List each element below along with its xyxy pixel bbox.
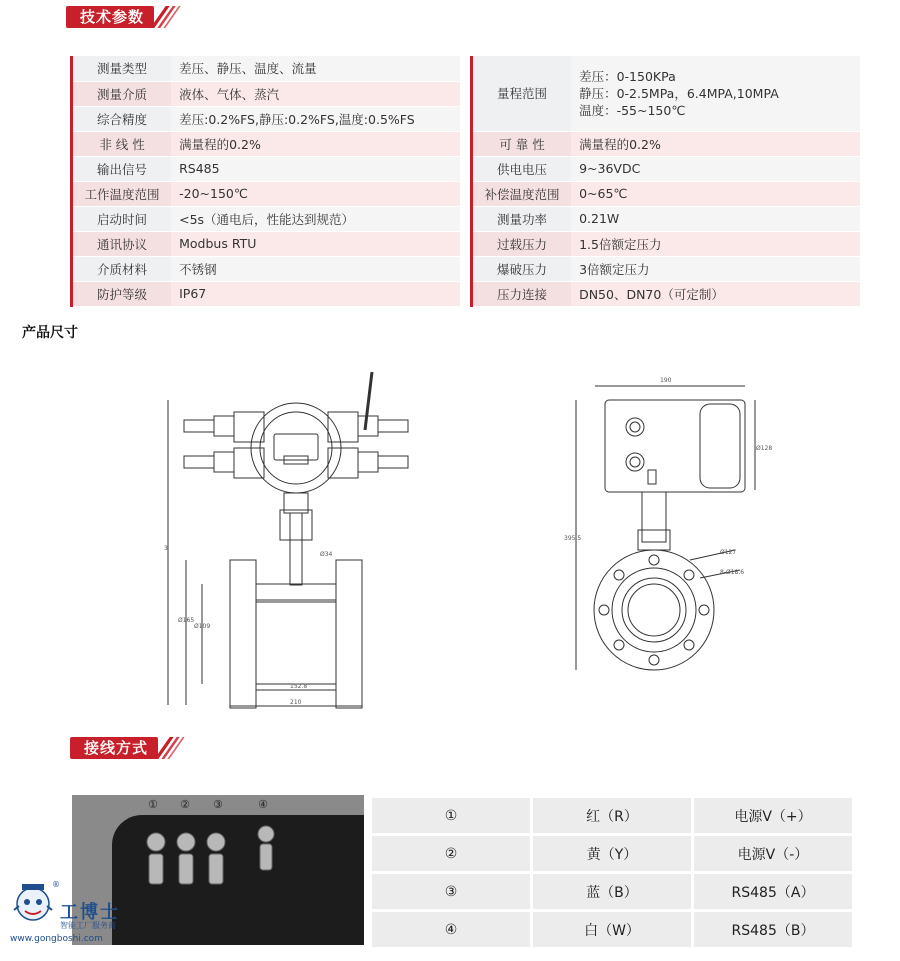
wire-color: 白（W） [533,912,691,947]
wiring-table [369,795,855,950]
range-line: 温度：-55~150℃ [579,102,686,118]
spec-key: 补偿温度范围 [472,181,572,206]
spec-value: 不锈钢 [171,256,460,281]
range-line: 静压：0-2.5MPa，6.4MPA,10MPA [579,85,779,101]
dim-label: 152.8 [290,683,308,690]
spec-row [72,131,461,156]
wire-function: RS485（A） [694,874,852,909]
spec-row [472,181,861,206]
front-view-drawing [160,360,430,715]
spec-key: 爆破压力 [472,256,572,281]
spec-value: 3倍额定压力 [571,256,860,281]
wiring-row [372,836,852,871]
wiring-row [372,874,852,909]
spec-key: 防护等级 [72,281,172,306]
spec-key: 供电电压 [472,156,572,181]
spec-value: Modbus RTU [171,231,460,256]
section-banner-wiring [70,735,177,761]
spec-key: 介质材料 [72,256,172,281]
spec-key: 工作温度范围 [72,181,172,206]
spec-value: 满量程的0.2% [571,131,860,156]
terminal-number: ① [372,798,530,833]
section-banner-tech-params [66,4,173,30]
spec-row [472,131,861,156]
spec-row [72,256,461,281]
spec-row [72,81,461,106]
terminal-number: ③ [372,874,530,909]
spec-value: -20~150℃ [171,181,460,206]
dim-label: Ø109 [194,623,211,630]
spec-key: 量程范围 [472,56,572,131]
spec-row [72,181,461,206]
spec-value: <5s（通电后，性能达到规范） [171,206,460,231]
wire-function: 电源V（+） [694,798,852,833]
spec-table-right [470,56,860,307]
wire-function: 电源V（-） [694,836,852,871]
dim-label: Ø165 [178,617,195,624]
dimensions-title: 产品尺寸 [22,325,78,341]
spec-value: 0.21W [571,206,860,231]
section-title: 技术参数 [66,6,154,28]
spec-key: 非 线 性 [72,131,172,156]
spec-table-left [70,56,460,307]
spec-key: 综合精度 [72,106,172,131]
brand-url: www.gongboshi.com [10,934,103,944]
spec-key: 压力连接 [472,281,572,306]
spec-value: 满量程的0.2% [171,131,460,156]
terminal-number: ③ [213,798,223,811]
dim-label: 210 [290,699,302,706]
wire-function: RS485（B） [694,912,852,947]
spec-key: 可 靠 性 [472,131,572,156]
spec-value: RS485 [171,156,460,181]
spec-row [72,231,461,256]
dim-label: 395.5 [564,535,582,542]
dim-label: Ø34 [320,551,333,558]
spec-value: DN50、DN70（可定制） [571,281,860,306]
spec-key: 启动时间 [72,206,172,231]
spec-row [472,231,861,256]
spec-value-range [571,56,860,131]
terminal-number: ④ [258,798,268,811]
dim-label: Ø128 [756,445,773,452]
spec-value: 液体、气体、蒸汽 [171,81,460,106]
spec-key: 输出信号 [72,156,172,181]
wire-color: 蓝（B） [533,874,691,909]
range-line: 差压：0-150KPa [579,68,676,84]
terminal-number: ① [148,798,158,811]
spec-row [72,56,461,81]
spec-key: 测量类型 [72,56,172,81]
terminal-number: ② [372,836,530,871]
spec-row [472,256,861,281]
spec-row [72,281,461,306]
spec-row [72,206,461,231]
spec-value: 1.5倍额定压力 [571,231,860,256]
dim-label: Ø127 [720,549,737,556]
brand-tagline: 智能工厂服务商 [60,921,116,930]
spec-value: 9~36VDC [571,156,860,181]
spec-row [72,106,461,131]
wire-color: 红（R） [533,798,691,833]
dim-label: 8-Ø18.6 [720,569,745,576]
spec-row [72,156,461,181]
terminal-number: ④ [372,912,530,947]
spec-row [472,206,861,231]
spec-row [472,281,861,306]
spec-key: 测量介质 [72,81,172,106]
side-view-drawing [560,370,780,680]
dim-label: 3 [164,545,168,552]
wiring-row [372,912,852,947]
spec-key: 过载压力 [472,231,572,256]
spec-key: 测量功率 [472,206,572,231]
mascot-icon [10,880,56,932]
spec-row [472,156,861,181]
section-title: 接线方式 [70,737,158,759]
spec-value: 差压、静压、温度、流量 [171,56,460,81]
terminal-number: ② [180,798,190,811]
spec-value: IP67 [171,281,460,306]
spec-value: 0~65℃ [571,181,860,206]
wiring-row [372,798,852,833]
terminal-screws [132,820,312,930]
spec-key: 通讯协议 [72,231,172,256]
spec-value: 差压:0.2%FS,静压:0.2%FS,温度:0.5%FS [171,106,460,131]
wire-color: 黄（Y） [533,836,691,871]
registered-mark: ® [52,880,60,889]
brand-logo [10,880,120,944]
dim-label: 190 [660,377,672,384]
brand-name: 工博士 [60,902,120,923]
